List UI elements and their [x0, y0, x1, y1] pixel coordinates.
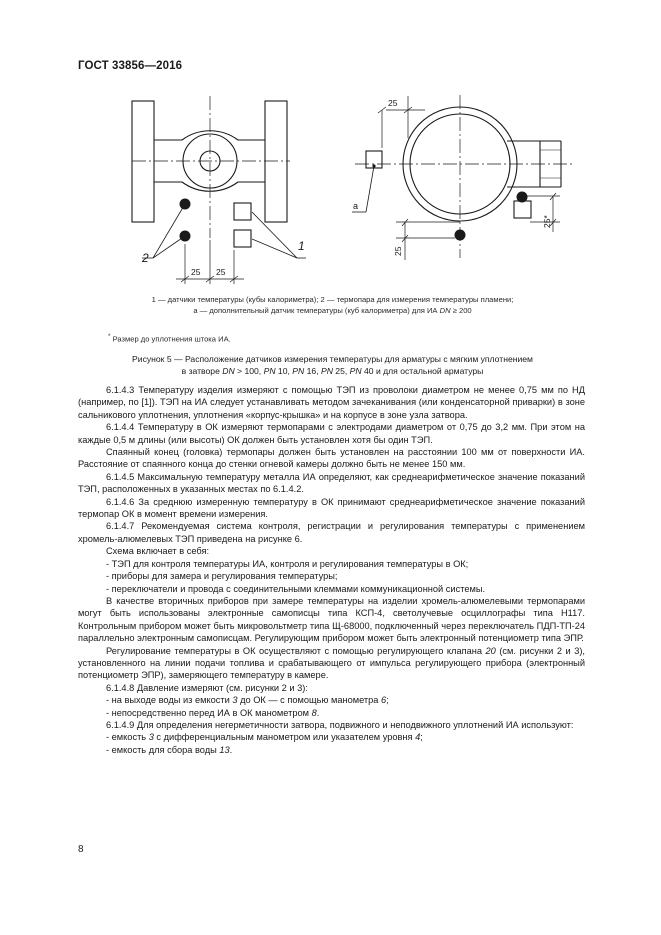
body-bottom-outline: [154, 182, 265, 191]
right-flange: [265, 101, 287, 222]
dimension-label-left-25: 25: [393, 246, 403, 256]
figure-footnote: * Размер до уплотнения штока ИА.: [108, 333, 231, 344]
left-flange: [132, 101, 154, 222]
figure-5-drawing: [0, 80, 661, 292]
thermocouple-dot-lower: [180, 231, 191, 242]
list-item: - емкость 3 с дифференциальным манометром или указателем уровня 4;: [106, 732, 423, 743]
paragraph-junction: Спаянный конец (головка) термопары должен быть установлен на расстоянии 100 мм от поверхности ИА. Расстояние от спаянного конца до стенки огневой камеры должно быть не менее 150 мм.: [78, 447, 585, 470]
dimension-label-25a: 25: [191, 267, 201, 277]
leader-label-1: 1: [298, 239, 305, 253]
paragraph-secondary-instruments: В качестве вторичных приборов при замере температуры на изделии хромель-алюмелевыми термопарами могут быть использованы электронные самописцы типа КСП-4, светолучевые осциллографы типа Н117. Контрольным прибором может быть микровольтметр типа Щ-68000, подключенный через переключатель ПДП-ТП-24 параллельно электронным самописцам. Регулирующим прибором может быть электронный потенциометр типа ЭПР.: [78, 595, 585, 644]
left-thermocouples: [180, 199, 191, 242]
thermocouple-dot-stem: [517, 192, 528, 203]
list-item: - приборы для замера и регулирования температуры;: [106, 571, 338, 582]
aux-point: [372, 164, 375, 167]
list-item: - переключатели и провода с соединительными клеммами коммуникационной системы.: [106, 583, 486, 594]
figure-legend: [80, 294, 585, 316]
list-item: - ТЭП для контроля температуры ИА, контроля и регулирования температуры в ОК;: [106, 558, 469, 569]
calorimeter-cube-stem: [514, 201, 531, 218]
right-thermocouples: [372, 164, 527, 240]
list-item: - емкость для сбора воды 13.: [106, 744, 233, 755]
body-top-outline: [154, 131, 265, 140]
dimension-label-25b: 25: [216, 267, 226, 277]
paragraph-6-1-4-4: 6.1.4.4 Температуру в ОК измеряют термопарами с электродами диаметром от 0,75 до 3,2 мм. При этом на каждые 0,5 м длины (или высоты) ОК должен быть установлен хотя бы один ТЭП.: [78, 422, 585, 445]
paragraph-6-1-4-6: 6.1.4.6 За среднюю измеренную температуру в ОК принимают среднеарифметическое значение показаний термопар ОК в момент времени измерения.: [78, 496, 585, 520]
left-valve-drawing: [132, 96, 306, 284]
dimension-label-top-25: 25: [388, 98, 398, 108]
leader-label-2: 2: [142, 251, 149, 265]
aux-label-a: a: [353, 201, 359, 211]
thermocouple-dot-upper: [180, 199, 191, 210]
paragraph-6-1-4-3: 6.1.4.3 Температуру изделия измеряют с помощью ТЭП из проволоки диаметром не менее 0,75 мм по НД (например, по [1]). ТЭП на ИА следует устанавливать методом зачеканивания (или конденсаторной приварки) в зоне сальникового уплотнения, уплотнения «корпус-крышка» и на корпусе в зоне узла затвора.: [78, 385, 585, 420]
figure-caption: Рисунок 5 — Расположение датчиков измерения температуры для арматуры с мягким уплотнением в затворе DN > 100, PN 10, PN 16, PN 25, PN 40 и для остальной арматуры: [132, 354, 533, 376]
paragraph-regulation: Регулирование температуры в ОК осуществляют с помощью регулирующего клапана 20 (см. рисунки 2 и 3), установленного на линии подачи топлива и срабатывающего от импульса регулирующего прибора (электронный потенциометр ЭПР), замеряющего температуру в камере.: [78, 645, 585, 681]
document-header: ГОСТ 33856—2016: [78, 60, 183, 72]
list-item: - непосредственно перед ИА в ОК манометром 8.: [106, 707, 320, 718]
dimension-label-right-25star: 25*: [542, 215, 552, 228]
body-text: [78, 384, 585, 756]
legend-line-1: 1 — датчики температуры (кубы калориметра); 2 — термопара для измерения температуры пламени;: [151, 295, 514, 304]
calorimeter-cube-lower: [234, 230, 251, 247]
paragraph-6-1-4-9: 6.1.4.9 Для определения негерметичности затвора, подвижного и неподвижного уплотнений ИА используют:: [106, 719, 574, 730]
paragraph-6-1-4-8: 6.1.4.8 Давление измеряют (см. рисунки 2 и 3):: [106, 682, 308, 693]
paragraph-6-1-4-5: 6.1.4.5 Максимальную температуру металла ИА определяют, как среднеарифметическое значение показаний ТЭП, расположенных в указанных местах по 6.1.4.2.: [78, 471, 585, 495]
legend-line-2: а — дополнительный датчик температуры (куб калориметра) для ИА DN ≥ 200: [193, 306, 472, 315]
paragraph-6-1-4-7: 6.1.4.7 Рекомендуемая система контроля, регистрации и регулирования температуры с применением хромель-алюмелевых ТЭП приведена на рисунке 6.: [78, 521, 585, 544]
thermocouple-dot-bottom: [455, 230, 466, 241]
paragraph-scheme-intro: Схема включает в себя:: [106, 546, 210, 557]
calorimeter-cube-upper: [234, 203, 251, 220]
list-item: - на выходе воды из емкости 3 до ОК — с помощью манометра 6;: [106, 695, 389, 706]
page-number: 8: [78, 844, 84, 855]
